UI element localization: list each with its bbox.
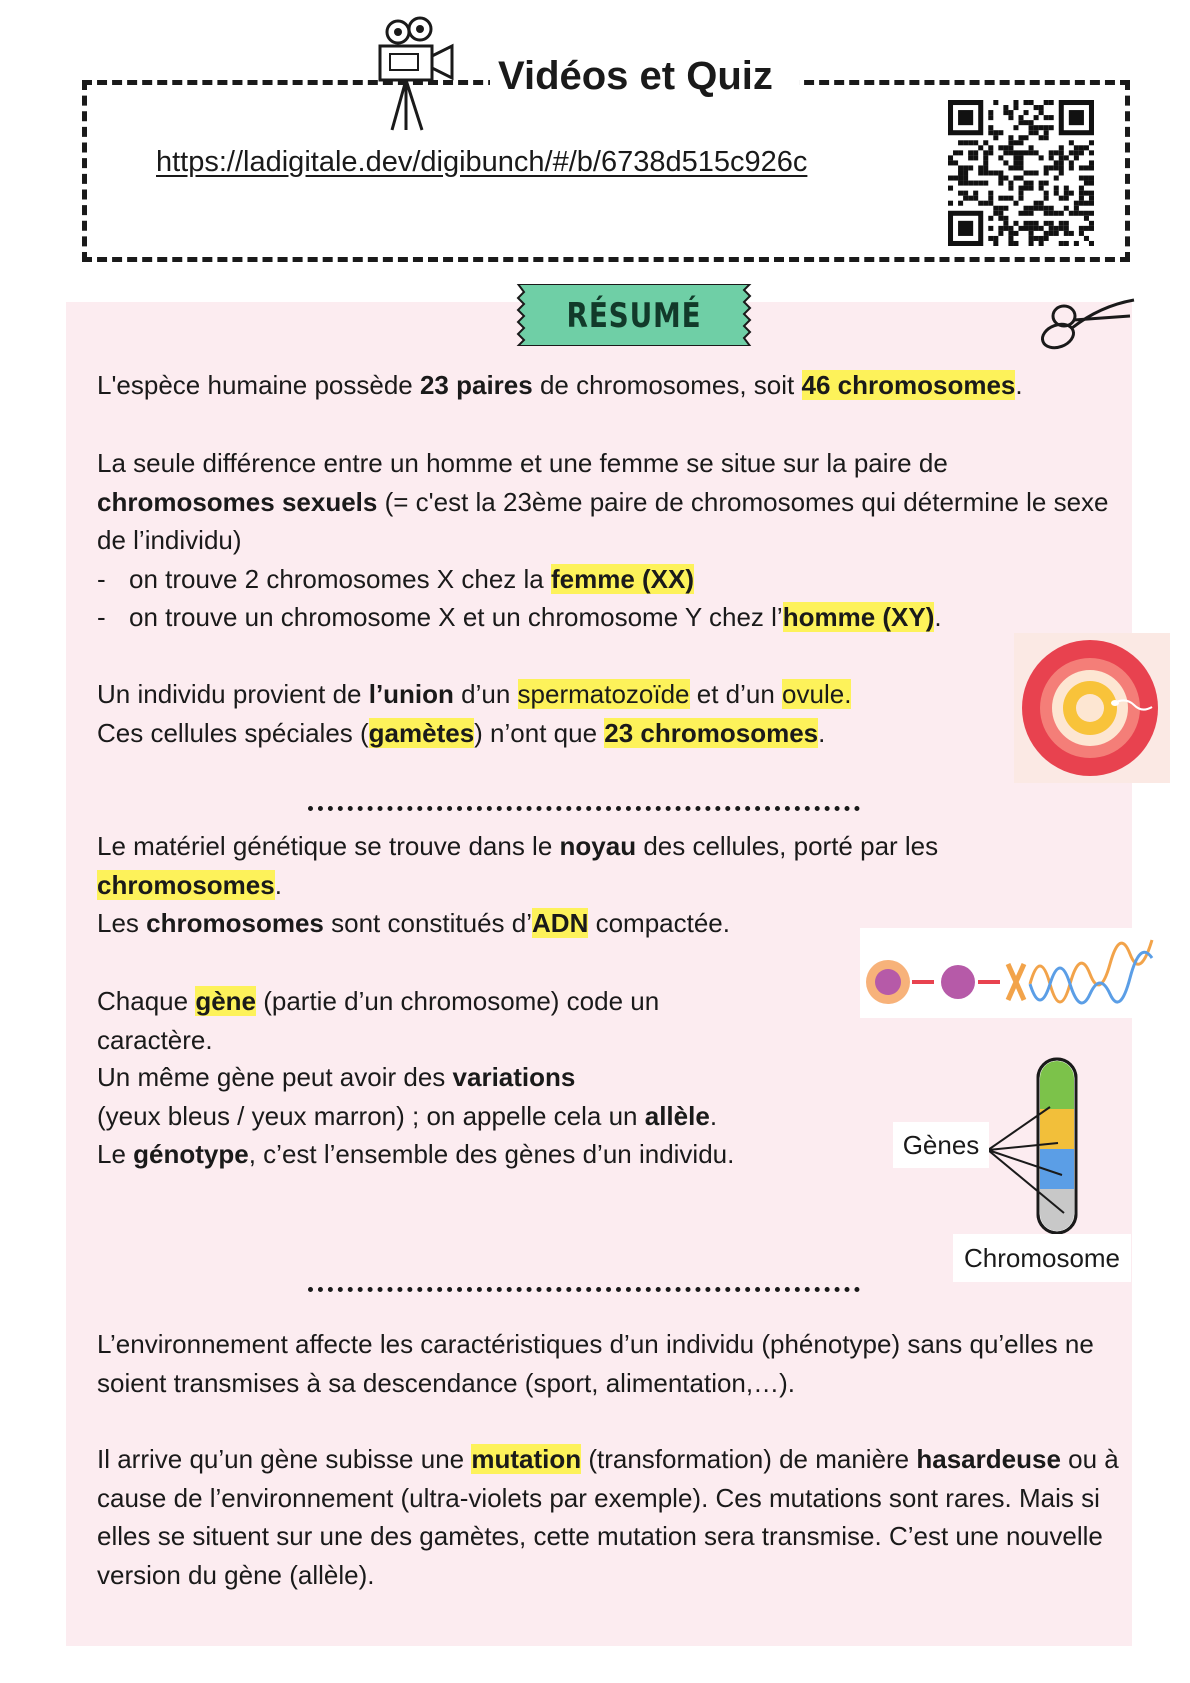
qr-code-icon[interactable] [948,100,1094,246]
paragraph-genetic-material: Le matériel génétique se trouve dans le noyau des cellules, porté par les chromosomes. Les chromosomes sont constitués d’ADN compactée. [97,831,939,938]
chromosome-diagram [984,1055,1124,1237]
genes-label: Gènes [893,1122,989,1168]
paragraph-mutation: Il arrive qu’un gène subisse une mutation (transformation) de manière hasardeuse ou à cause de l’environnement (ultra-violets par exemple). Ces mutations sont rares. Mais si elles se situent sur une des gamètes, cette mutation sera transmise. C’est une nouvelle version du gène (allèle). [97,1444,1119,1590]
paragraph-chromosome-count: L'espèce humaine possède 23 paires de chromosomes, soit 46 chromosomes. [97,370,1023,400]
paragraph-sex-chromosomes: La seule différence entre un homme et une femme se situe sur la paire de chromosomes sexuels (= c'est la 23ème paire de chromosomes qui détermine le sexe de l’individu) - on trouve 2 chromosomes X chez la femme (XX) - on trouve un chromosome X et un chromosome Y chez l’homme (XY). [97,444,1127,637]
paragraph-genotype: Le génotype, c’est l’ensemble des gènes d’un individu. [97,1139,735,1169]
scissors-icon [1030,294,1142,358]
cell-to-dna-illustration [860,928,1162,1018]
dotted-divider [308,806,860,811]
paragraph-environment: L’environnement affecte les caractéristiques d’un individu (phénotype) sans qu’elles ne soient transmises à sa descendance (sport, alimentation,…). [97,1329,1094,1398]
summary-banner-label: RÉSUMÉ [566,296,702,336]
dotted-divider [308,1287,860,1292]
chromosome-label: Chromosome [953,1234,1131,1282]
list-item: - on trouve 2 chromosomes X chez la femme (XX) [97,563,695,594]
paragraph-gene: Chaque gène (partie d’un chromosome) code un caractère. [97,986,660,1055]
list-item: - on trouve un chromosome X et un chromosome Y chez l’homme (XY). [97,602,942,632]
paragraph-allele: Un même gène peut avoir des variations (yeux bleus / yeux marron) ; on appelle cela un allèle. [97,1062,718,1131]
egg-cell-illustration [1014,633,1170,783]
paragraph-gametes: Un individu provient de l’union d’un spermatozoïde et d’un ovule. Ces cellules spéciales (gamètes) n’ont que 23 chromosomes. [97,679,852,748]
film-camera-icon [368,14,468,134]
video-section-title: Vidéos et Quiz [490,52,799,100]
digibunch-link[interactable]: https://ladigitale.dev/digibunch/#/b/6738d515c926c [156,146,808,178]
